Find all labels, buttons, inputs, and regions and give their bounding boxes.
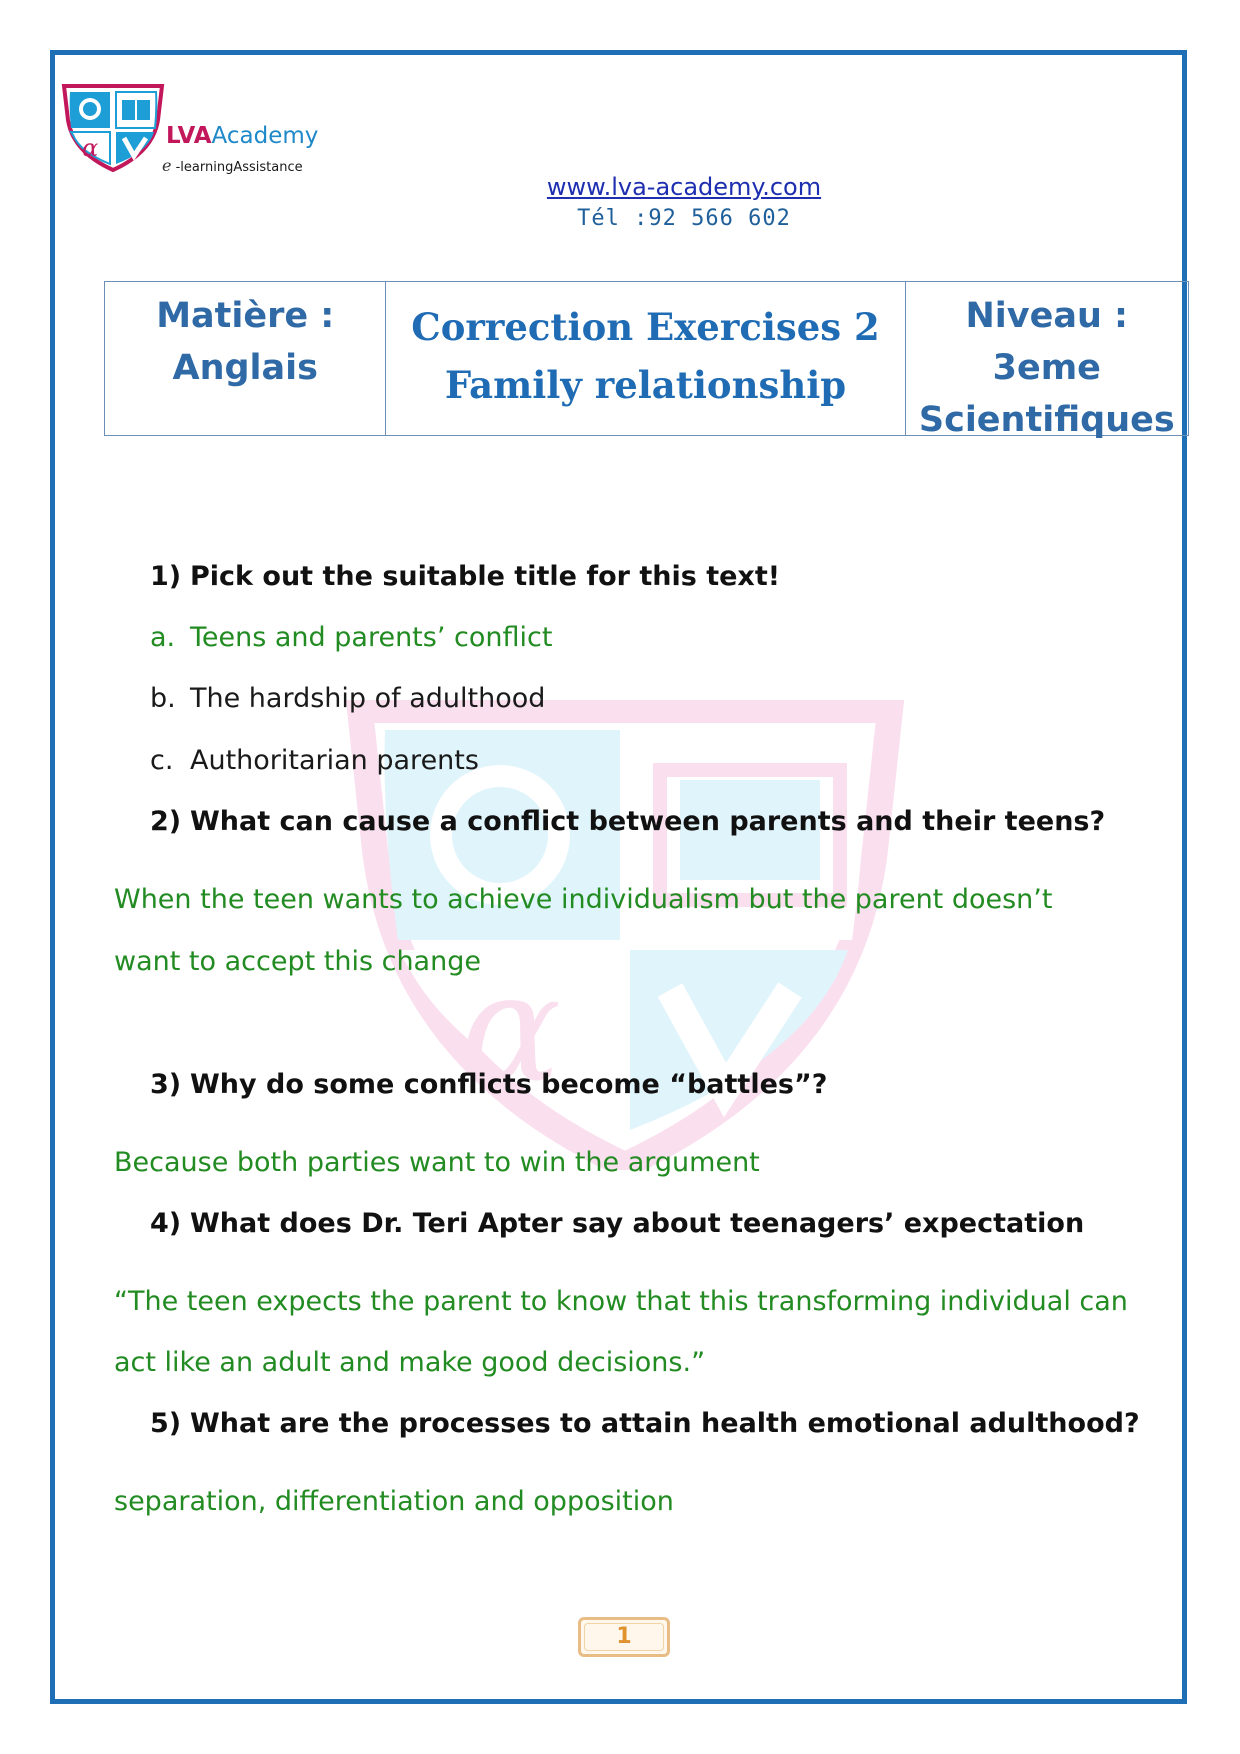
- option-b-label: b.: [150, 683, 176, 714]
- question-1: [150, 561, 780, 592]
- answer-3-line-1: Because both parties want to win the argument: [114, 1147, 760, 1178]
- question-1-option-a: [150, 622, 552, 653]
- question-2: [150, 806, 1105, 837]
- question-5-number: 5): [150, 1408, 182, 1439]
- answer-4-line-1: “The teen expects the parent to know that this transforming individual can: [114, 1286, 1128, 1317]
- answer-4-line-2: act like an adult and make good decisions.”: [114, 1347, 706, 1378]
- question-3-text: Why do some conflicts become “battles”?: [190, 1069, 828, 1100]
- brand-academy: Academy: [211, 123, 319, 149]
- answer-5-line-1: separation, differentiation and opposition: [114, 1486, 674, 1517]
- svg-text:α: α: [460, 942, 562, 1116]
- info-table: [104, 281, 1189, 440]
- level-value: Scientifiques: [918, 400, 1175, 440]
- question-2-text: What can cause a conflict between parents and their teens?: [190, 806, 1106, 837]
- subject-label: Matière :: [156, 296, 335, 336]
- question-1-text: Pick out the suitable title for this text!: [190, 561, 781, 592]
- svg-text:α: α: [82, 134, 99, 162]
- brand-lva: LVA: [166, 123, 212, 149]
- option-a-label: a.: [150, 622, 176, 653]
- answer-2-line-2: want to accept this change: [114, 946, 481, 977]
- level-cell: [906, 282, 1188, 440]
- brand-name: [166, 123, 318, 149]
- phone-number: Tél :92 566 602: [577, 206, 791, 231]
- question-3: [150, 1069, 827, 1100]
- title-cell: [386, 282, 905, 435]
- lva-academy-logo: [58, 80, 168, 172]
- question-5-text: What are the processes to attain health emotional adulthood?: [190, 1408, 1140, 1439]
- document-subtitle: Family relationship: [444, 363, 847, 407]
- question-4: [150, 1208, 1084, 1239]
- document-title: Correction Exercises 2: [411, 305, 880, 349]
- option-c-text: Authoritarian parents: [190, 745, 479, 776]
- question-1-option-b: [150, 683, 545, 714]
- question-1-number: 1): [150, 561, 182, 592]
- option-c-label: c.: [150, 745, 174, 776]
- question-1-option-c: [150, 745, 479, 776]
- subject-cell: [105, 282, 386, 435]
- question-4-number: 4): [150, 1208, 182, 1239]
- option-b-text: The hardship of adulthood: [190, 683, 546, 714]
- option-a-text: Teens and parents’ conflict: [190, 622, 553, 653]
- answer-2-line-1: When the teen wants to achieve individualism but the parent doesn’t: [114, 884, 1053, 915]
- question-3-number: 3): [150, 1069, 182, 1100]
- question-4-text: What does Dr. Teri Apter say about teenagers’ expectation: [190, 1208, 1085, 1239]
- page-number: 1: [578, 1617, 670, 1657]
- website-link[interactable]: www.lva-academy.com: [546, 173, 822, 201]
- question-2-number: 2): [150, 806, 182, 837]
- question-5: [150, 1408, 1140, 1439]
- tagline-e: e: [162, 156, 172, 175]
- tagline-text: -learningAssistance: [175, 160, 303, 175]
- subject-value: Anglais: [172, 348, 318, 388]
- level-label: Niveau : 3eme: [965, 296, 1129, 388]
